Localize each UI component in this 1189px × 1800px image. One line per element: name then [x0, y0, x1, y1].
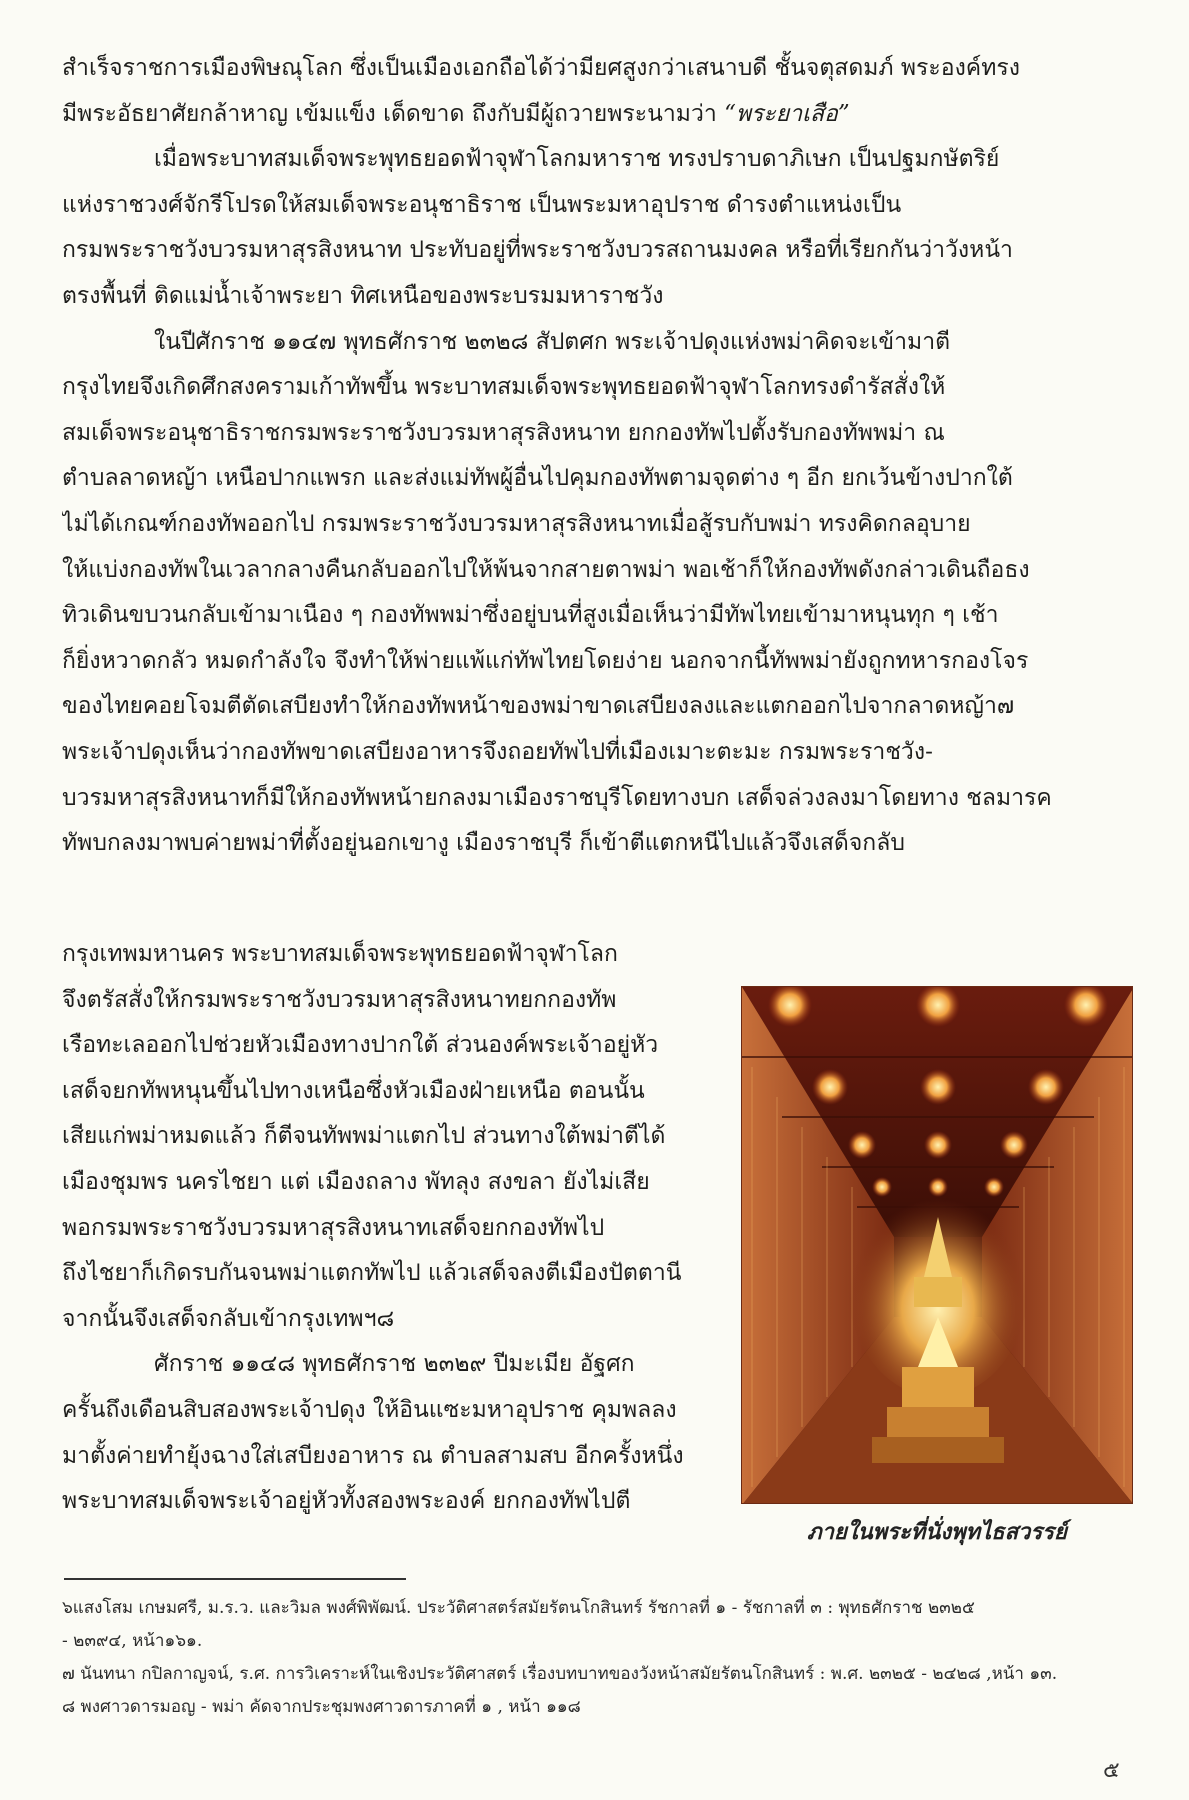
text-run: มีพระอัธยาศัยกล้าหาญ เข้มแข็ง เด็ดขาด ถึงกับมีผู้ถวายพระนามว่า	[62, 100, 725, 127]
footnote-line: ๖แสงโสม เกษมศรี, ม.ร.ว. และวิมล พงศ์พิพัฒน์. ประวัติศาสตร์สมัยรัตนโกสินทร์ รัชกาลที่ ๑ - รัชกาลที่ ๓ : พุทธศักราช ๒๓๒๕	[62, 1598, 975, 1618]
text-run: ศักราช ๑๑๔๘ พุทธศักราช ๒๓๒๙ ปีมะเมีย อัฐศก	[154, 1351, 635, 1378]
text-line: ตำบลลาดหญ้า เหนือปากแพรก และส่งแม่ทัพผู้อื่นไปคุมกองทัพตามจุดต่าง ๆ อีก ยกเว้นข้างปากใต้	[62, 465, 1013, 492]
paragraph-0	[62, 46, 1130, 137]
paragraph-1	[62, 137, 1130, 319]
text-line: ทัพบกลงมาพบค่ายพม่าที่ตั้งอยู่นอกเขางู เมืองราชบุรี ก็เข้าตีแตกหนีไปแล้วจึงเสด็จกลับ	[62, 830, 905, 857]
text-line: ของไทยคอยโจมตีตัดเสบียงทำให้กองทัพหน้าของพม่าขาดเสบียงลงและแตกออกไปจากลาดหญ้า๗	[62, 693, 1015, 720]
text-line: จึงตรัสสั่งให้กรมพระราชวังบวรมหาสุรสิงหนาทยกกองทัพ	[62, 986, 617, 1013]
footnote-line: ๗ นันทนา กปิลกาญจน์, ร.ศ. การวิเคราะห์ในเชิงประวัติศาสตร์ เรื่องบทบาทของวังหน้าสมัยรัตนโกสินทร์ : พ.ศ. ๒๓๒๕ - ๒๔๒๘ ,หน้า ๑๓.	[62, 1664, 1058, 1684]
figure-caption: ภายในพระที่นั่งพุทไธสวรรย์	[807, 1519, 1067, 1545]
text-line: กรุงไทยจึงเกิดศึกสงครามเก้าทัพขึ้น พระบาทสมเด็จพระพุทธยอดฟ้าจุฬาโลกทรงดำรัสสั่งให้	[62, 374, 946, 401]
page-number: ๕	[1103, 1758, 1120, 1783]
paragraph-2	[62, 320, 1130, 867]
text-line: ก็ยิ่งหวาดกลัว หมดกำลังใจ จึงทำให้พ่ายแพ้แก่ทัพไทยโดยง่าย นอกจากนี้ทัพพม่ายังถูกทหารกองโจร	[62, 647, 1029, 674]
text-line: จากนั้นจึงเสด็จกลับเข้ากรุงเทพฯ๘	[62, 1305, 395, 1332]
text-line: ครั้นถึงเดือนสิบสองพระเจ้าปดุง ให้อินแซะมหาอุปราช คุมพลลง	[62, 1396, 677, 1423]
text-line: ตรงพื้นที่ ติดแม่น้ำเจ้าพระยา ทิศเหนือของพระบรมมหาราชวัง	[62, 282, 664, 309]
text-line: เรือทะเลออกไปช่วยหัวเมืองทางปากใต้ ส่วนองค์พระเจ้าอยู่หัว	[62, 1032, 659, 1059]
text-line: กรุงเทพมหานคร พระบาทสมเด็จพระพุทธยอดฟ้าจุฬาโลก	[62, 941, 618, 967]
epithet-text: “พระยาเสือ”	[724, 100, 850, 127]
body-text-wrapped	[62, 932, 730, 1525]
text-line: สำเร็จราชการเมืองพิษณุโลก ซึ่งเป็นเมืองเอกถือได้ว่ามียศสูงกว่าเสนาบดี ชั้นจตุสดมภ์ พระองค์ทรง	[62, 55, 1020, 81]
text-line: เมื่อพระบาทสมเด็จพระพุทธยอดฟ้าจุฬาโลกมหาราช ทรงปราบดาภิเษก เป็นปฐมกษัตริย์	[154, 146, 1000, 173]
text-line: พระบาทสมเด็จพระเจ้าอยู่หัวทั้งสองพระองค์ ยกกองทัพไปตี	[62, 1488, 631, 1515]
photo-illustration	[742, 987, 1133, 1504]
throne-hall-interior-photo	[741, 986, 1133, 1504]
text-line: ทิวเดินขบวนกลับเข้ามาเนือง ๆ กองทัพพม่าซึ่งอยู่บนที่สูงเมื่อเห็นว่ามีทัพไทยเข้ามาหนุนทุก ๆ เช้า	[62, 602, 999, 629]
text-line: พอกรมพระราชวังบวรมหาสุรสิงหนาทเสด็จยกกองทัพไป	[62, 1214, 605, 1241]
text-line: เสียแก่พม่าหมดแล้ว ก็ตีจนทัพพม่าแตกไป ส่วนทางใต้พม่าตีได้	[62, 1123, 666, 1150]
text-line: พระเจ้าปดุงเห็นว่ากองทัพขาดเสบียงอาหารจึงถอยทัพไปที่เมืองเมาะตะมะ กรมพระราชวัง-	[62, 738, 933, 765]
text-line: มาตั้งค่ายทำยุ้งฉางใส่เสบียงอาหาร ณ ตำบลสามสบ อีกครั้งหนึ่ง	[62, 1442, 684, 1469]
text-line: เสด็จยกทัพหนุนขึ้นไปทางเหนือซึ่งหัวเมืองฝ่ายเหนือ ตอนนั้น	[62, 1077, 645, 1104]
body-text-top	[62, 46, 1130, 867]
text-line	[62, 1342, 730, 1388]
text-line: เมืองชุมพร นครไชยา แต่ เมืองถลาง พัทลุง สงขลา ยังไม่เสีย	[62, 1168, 650, 1195]
text-line: สมเด็จพระอนุชาธิราชกรมพระราชวังบวรมหาสุรสิงหนาท ยกกองทัพไปตั้งรับกองทัพพม่า ณ	[62, 419, 945, 446]
footnote-line: - ๒๓๙๔, หน้า๑๖๑.	[62, 1631, 203, 1651]
footnote-divider	[64, 1578, 406, 1580]
text-line: แห่งราชวงศ์จักรีโปรดให้สมเด็จพระอนุชาธิราช เป็นพระมหาอุปราช ดำรงตำแหน่งเป็น	[62, 191, 902, 218]
text-line	[62, 92, 1130, 138]
text-line: กรมพระราชวังบวรมหาสุรสิงหนาท ประทับอยู่ที่พระราชวังบวรสถานมงคล หรือที่เรียกกันว่าวังหน้า	[62, 237, 1013, 264]
text-line: บวรมหาสุรสิงหนาทก็มีให้กองทัพหน้ายกลงมาเมืองราชบุรีโดยทางบก เสด็จล่วงลงมาโดยทาง ชลมารค	[62, 784, 1052, 811]
footnotes	[62, 1592, 1142, 1724]
text-line: ไม่ได้เกณฑ์กองทัพออกไป กรมพระราชวังบวรมหาสุรสิงหนาทเมื่อสู้รบกับพม่า ทรงคิดกลอุบาย	[62, 510, 971, 537]
text-line: ให้แบ่งกองทัพในเวลากลางคืนกลับออกไปให้พ้นจากสายตาพม่า พอเช้าก็ให้กองทัพดังกล่าวเดินถือธง	[62, 556, 1030, 583]
footnote-line: ๘ พงศาวดารมอญ - พม่า คัดจากประชุมพงศาวดารภาคที่ ๑ , หน้า ๑๑๘	[62, 1697, 581, 1717]
text-line: ถึงไชยาก็เกิดรบกันจนพม่าแตกทัพไป แล้วเสด็จลงตีเมืองปัตตานี	[62, 1260, 682, 1287]
text-line: ในปีศักราช ๑๑๔๗ พุทธศักราช ๒๓๒๘ สัปตศก พระเจ้าปดุงแห่งพม่าคิดจะเข้ามาตี	[154, 328, 951, 355]
